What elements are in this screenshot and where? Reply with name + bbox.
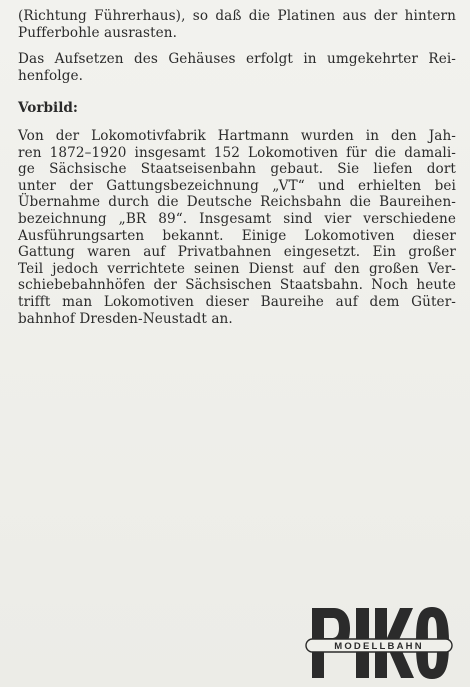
piko-logo-graphic — [304, 604, 454, 682]
assembly-paragraph — [18, 51, 456, 84]
text-line: Das Aufsetzen des Gehäuses erfolgt in umgekehrter Rei- — [18, 51, 456, 67]
text-line: Ausführungsarten bekannt. Einige Lokomotiven dieser — [18, 227, 456, 244]
piko-logo — [304, 604, 454, 682]
text-line: trifft man Lokomotiven dieser Baureihe auf dem Güter- — [18, 293, 456, 310]
text-line: schiebebahnhöfen der Sächsischen Staatsbahn. Noch heute — [18, 277, 456, 294]
text-line: Teil jedoch verrichtete seinen Dienst auf den großen Ver- — [18, 260, 456, 277]
intro-paragraph — [18, 8, 456, 41]
text-line: Von der Lokomotivfabrik Hartmann wurden in den Jah- — [18, 128, 456, 144]
text-line: Übernahme durch die Deutsche Reichsbahn die Baureihen- — [18, 194, 456, 211]
text-line: henfolge. — [18, 67, 84, 84]
text-line: bezeichnung „BR 89“. Insgesamt sind vier verschiedene — [18, 210, 456, 227]
section-heading: Vorbild: — [18, 100, 78, 116]
text-line: unter der Gattungsbezeichnung „VT“ und erhielten bei — [18, 177, 456, 194]
text-line: Pufferbohle ausrasten. — [18, 24, 178, 41]
history-paragraph — [18, 128, 456, 327]
text-line: ge Sächsische Staatseisenbahn gebaut. Sie liefen dort — [18, 161, 456, 178]
logo-tagline: MODELLBAHN — [334, 641, 424, 652]
text-line: (Richtung Führerhaus), so daß die Platinen aus der hintern — [18, 8, 456, 24]
text-line: bahnhof Dresden-Neustadt an. — [18, 310, 233, 327]
text-line: Gattung waren auf Privatbahnen eingesetzt. Ein großer — [18, 244, 456, 261]
text-line: ren 1872–1920 insgesamt 152 Lokomotiven für die damali- — [18, 144, 456, 161]
